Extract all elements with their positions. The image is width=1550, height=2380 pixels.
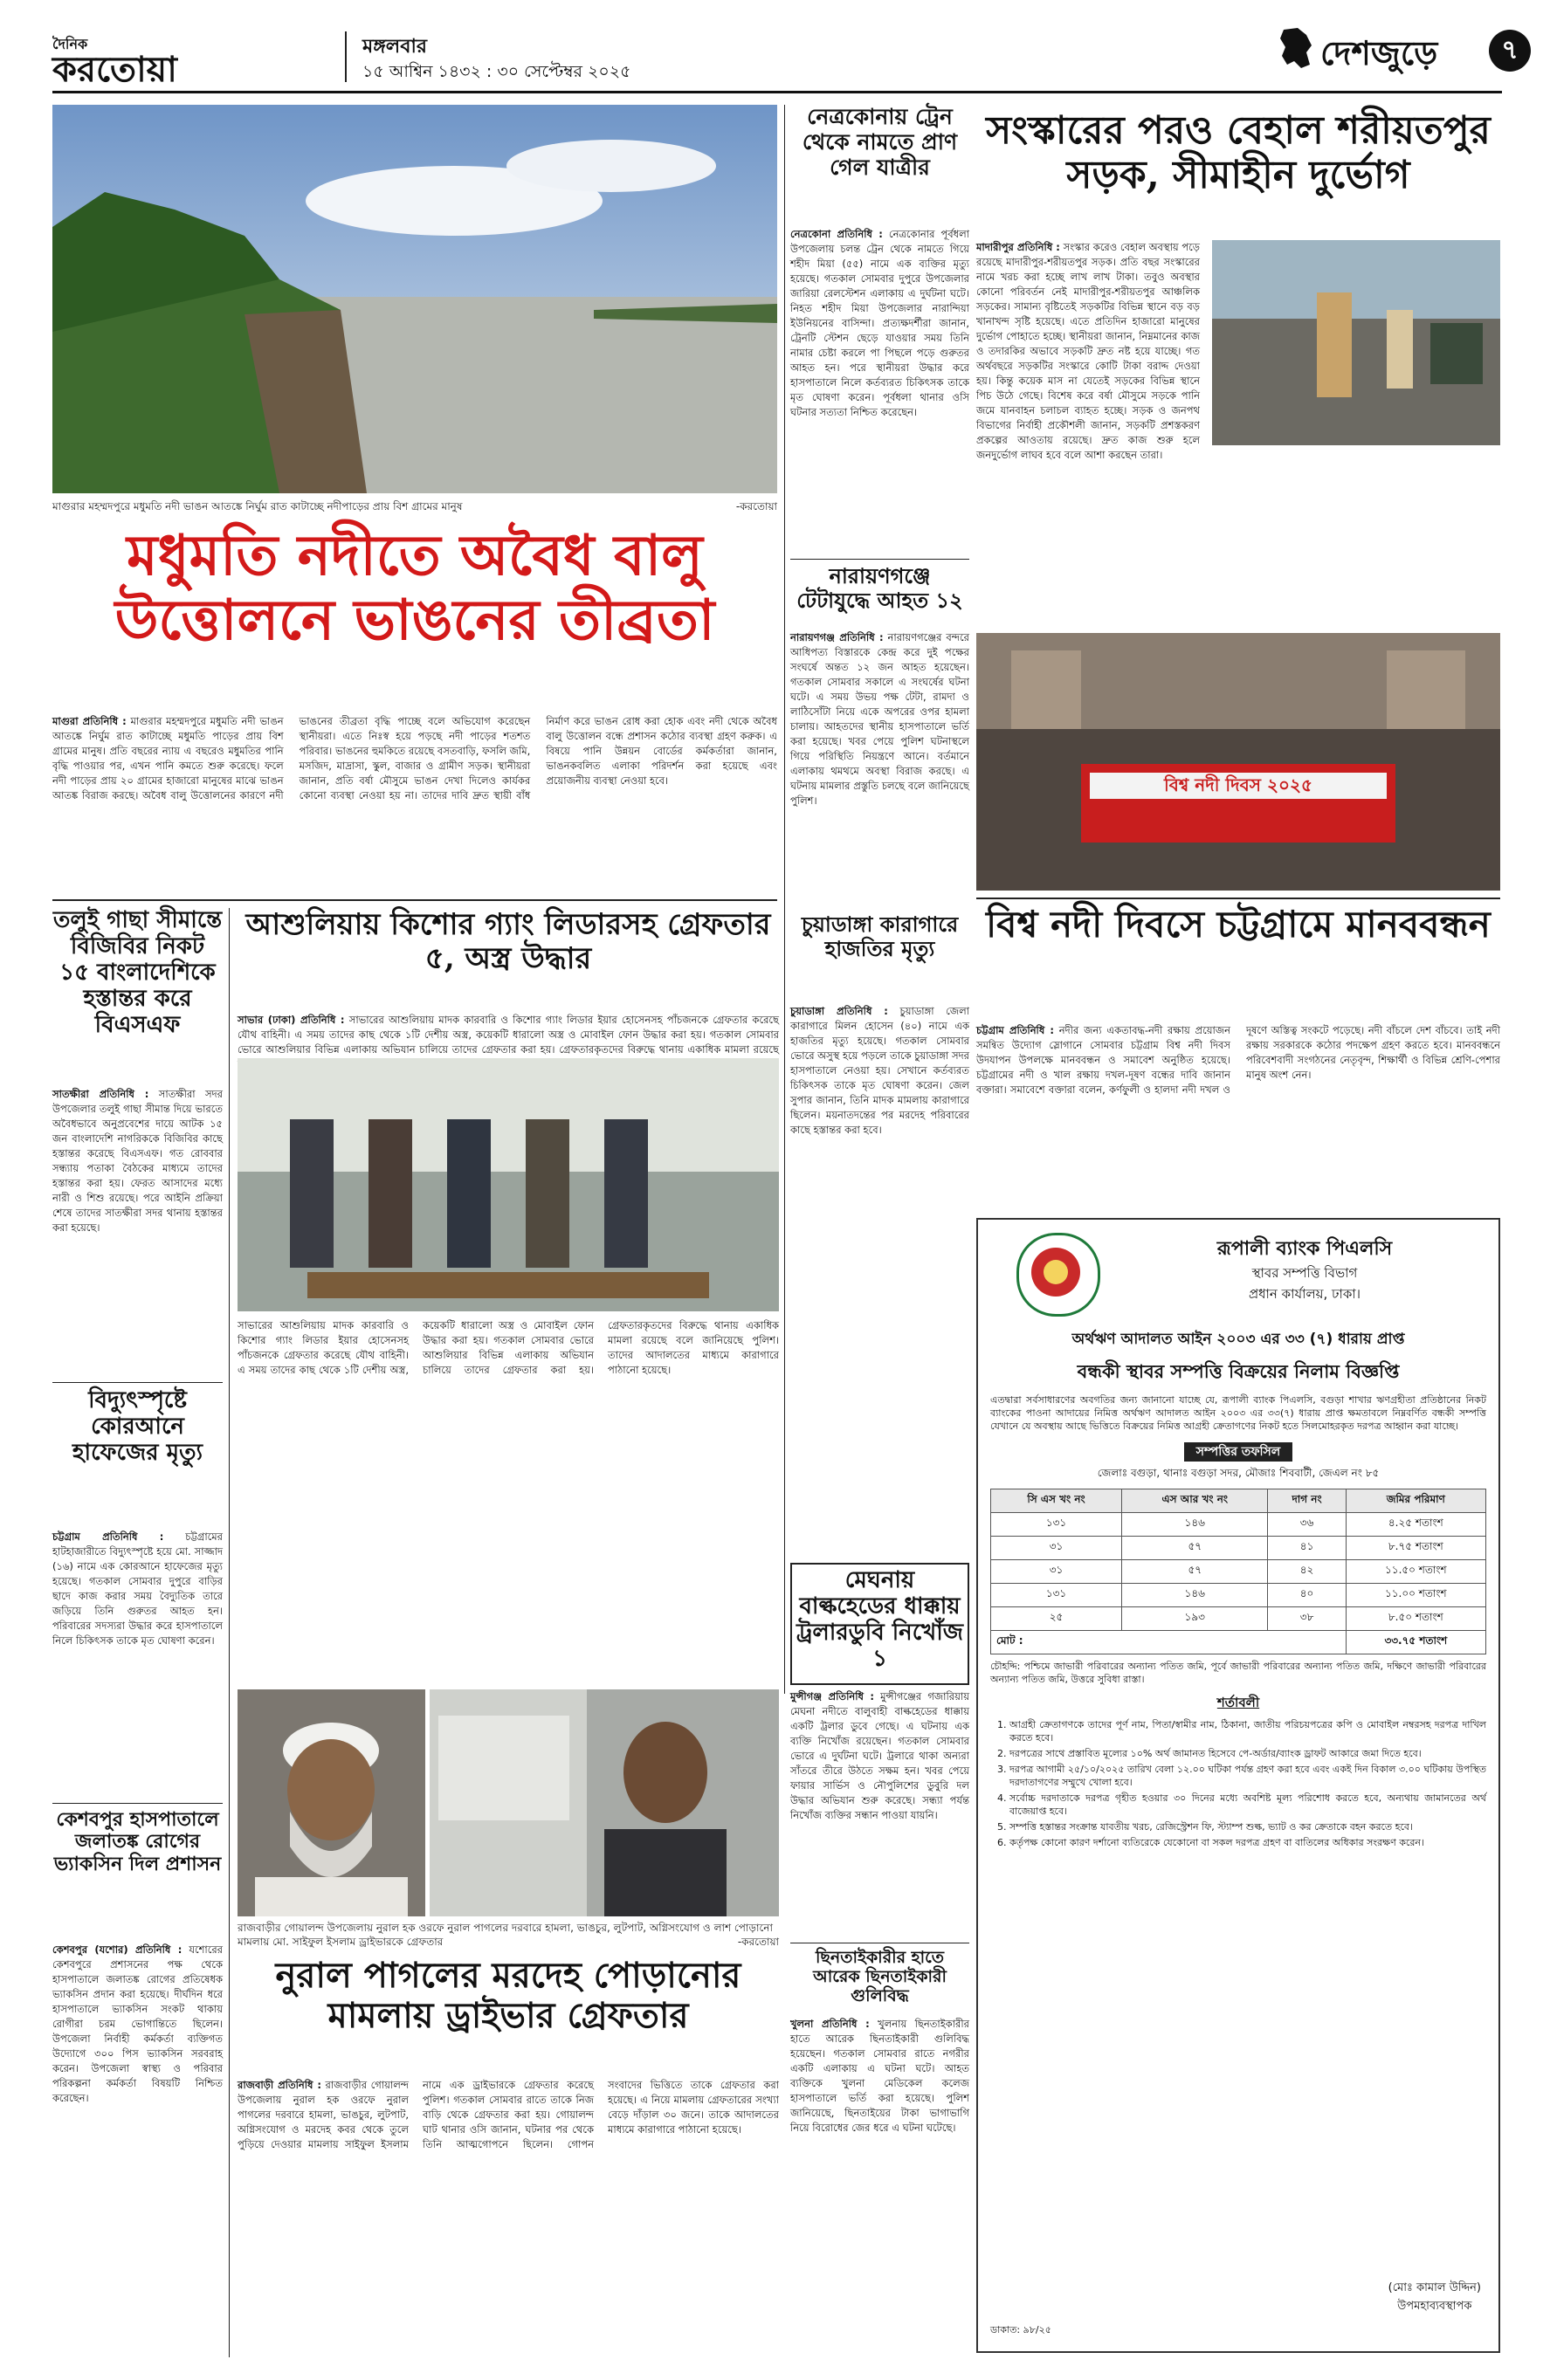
electrocution-story-dateline: চট্টগ্রাম প্রতিনিধি : (52, 1530, 164, 1543)
nural-story-body (238, 2078, 779, 2353)
road-repair-photo (1212, 240, 1500, 445)
table-cell: ৮.৭৫ শতাংশ (1346, 1537, 1485, 1560)
signer-name: (মোঃ কামাল উদ্দিন) (1388, 2281, 1481, 2294)
schedule-title-text: সম্পত্তির তফসিল (1184, 1442, 1292, 1462)
photo-credit: -করতোয়া (735, 500, 777, 512)
table-cell: ৪০ (1268, 1584, 1346, 1607)
bank-name: রূপালী ব্যাংক পিএলসি (1216, 1238, 1393, 1260)
gang-story-text: সাভারের আশুলিয়ায় মাদক কারবারি ও কিশোর গ্যাং লিডার ইয়ার হোসেনসহ পাঁচজনকে গ্রেফতার করেছে যৌথ বাহিনী। এ সময় তাদের কাছ থেকে ১টি দেশীয় অস্ত্র, কয়েকটি ধারালো অস্ত্র ও মোবাইল ফোন উদ্ধার করা হয়। গতকাল সোমবার ভোরে আশুলিয়ার বিভিন্ন এলাকায় অভিযান চালিয়ে তাদের গ্রেফতার করা হয়। গ্রেফতারকৃতদের বিরুদ্ধে থানায় একাধিক মামলা রয়েছে (238, 1014, 780, 1056)
gang-story-headline: আশুলিয়ায় কিশোর গ্যাং লিডারসহ গ্রেফতার ৫, অস্ত্র উদ্ধার (245, 907, 771, 977)
table-header: দাগ নং (1268, 1489, 1346, 1513)
accused-portrait-photo (238, 1689, 425, 1916)
property-boundary: চৌহদ্দি: পশ্চিমে জাভারী পরিবারের অন্যান্য পতিত জমি, পূর্বে জাভারী পরিবারের অন্যান্য পতিত জমি, দক্ষিণে জাভারী পরিবারের অন্যান্য পতিত জমি, উত্তরে সুবিধা রাস্তা। (990, 1661, 1486, 1685)
table-header: সি এস খং নং (991, 1489, 1122, 1513)
property-schedule-table (990, 1489, 1486, 1654)
table-cell: ২৫ (991, 1607, 1122, 1631)
chuadanga-story-headline: চুয়াডাঙ্গা কারাগারে হাজতির মৃত্যু (801, 911, 959, 961)
table-total-row (991, 1631, 1486, 1654)
bank-logo (1016, 1233, 1100, 1317)
issue-date: ১৫ আশ্বিন ১৪৩২ : ৩০ সেপ্টেম্বর ২০২৫ (362, 62, 631, 81)
column-rule (784, 559, 785, 1694)
bank-department: স্থাবর সম্পত্তি বিভাগ (1251, 1265, 1358, 1281)
keshabpur-story-headline: কেশবপুর হাসপাতালে জলাতঙ্ক রোগের ভ্যাকসিন দিল প্রশাসন (53, 1808, 222, 1875)
shariatpur-story-body (976, 240, 1500, 624)
list-item: 4. সর্বোচ্চ দরদাতাকে দরপত্র গৃহীত হওয়ার ৩০ দিনের মধ্যে অবশিষ্ট মূল্য পরিশোধ করতে হবে, অন্যথায় জামানতের অর্থ বাজেয়াপ্ত হবে। (1009, 1792, 1486, 1818)
terms-list (990, 1718, 1486, 1849)
table-cell: ৩৬ (1268, 1513, 1346, 1537)
river-erosion-photo (52, 105, 777, 493)
train-story-dateline: নেত্রকোনা প্রতিনিধি : (790, 228, 883, 240)
table-cell: ১৩১ (991, 1584, 1122, 1607)
logo-small-text: দৈনিক (52, 36, 88, 52)
chuadanga-story-text: চুয়াডাঙ্গা জেলা কারাগারে মিলন হোসেন (৪০) নামে এক হাজতির মৃত্যু হয়েছে। গতকাল সোমবার ভোরে অসুস্থ হয়ে পড়লে তাকে চুয়াডাঙ্গা সদর হাসপাতালে নেওয়া হয়। সেখানে কর্তব্যরত চিকিৎসক তাকে মৃত ঘোষণা করেন। জেল সুপার জানান, তিনি মাদক মামলায় কারাগারে ছিলেন। ময়নাতদন্তের পর মরদেহ পরিবারের কাছে হস্তান্তর করা হবে। (790, 1005, 970, 1136)
table-cell: ৫৭ (1122, 1560, 1268, 1584)
river-day-text: নদীর জন্য একতাবদ্ধ-নদী রক্ষায় প্রয়োজন সমন্বিত উদ্যোগ স্লোগানে সোমবার চট্টগ্রাম বিশ্ব নদী দিবস উদযাপন উপলক্ষে মানববন্ধন ও সমাবেশ অনুষ্ঠিত হয়েছে। চট্টগ্রামের নদী ও খাল রক্ষায় দখল-দূষণ বন্ধের দাবি জানান বক্তারা। সমাবেশে বক্তারা বলেন, কর্ণফুলী ও হালদা নদী দখল ও দূষণে অস্তিত্ব সংকটে পড়েছে। নদী বাঁচলে দেশ বাঁচবে। তাই নদী রক্ষায় সরকারকে কঠোর পদক্ষেপ গ্রহণ করতে হবে। মানববন্ধনে পরিবেশবাদী সংগঠনের নেতৃবৃন্দ, শিক্ষার্থী ও বিভিন্ন শ্রেণি-পেশার মানুষ অংশ নেন। (976, 1024, 1500, 1096)
divider (52, 1382, 223, 1383)
table-cell: ৪.২৫ শতাংশ (1346, 1513, 1485, 1537)
divider (52, 1803, 223, 1804)
river-day-body (976, 1023, 1500, 1211)
terms-title: শর্তাবলী (1216, 1695, 1260, 1710)
shariatpur-story-dateline: মাদারীপুর প্রতিনিধি : (976, 241, 1060, 253)
keshabpur-story-body (52, 1943, 223, 2353)
border-story-body (52, 1087, 223, 1379)
logo-main-text: করতোয়া (52, 49, 177, 90)
table-total-value: ৩৩.৭৫ শতাংশ (1346, 1631, 1485, 1654)
border-story-dateline: সাতক্ষীরা প্রতিনিধি : (52, 1088, 149, 1100)
table-cell: ১১.৫০ শতাংশ (1346, 1560, 1485, 1584)
table-cell: ৫৭ (1122, 1537, 1268, 1560)
river-day-headline: বিশ্ব নদী দিবসে চট্টগ্রামে মানববন্ধন (986, 903, 1491, 946)
table-cell: ৪২ (1268, 1560, 1346, 1584)
ad-reference: ডাকাত: ৯৮/২৫ (990, 2324, 1051, 2335)
meghna-story-body (790, 1689, 969, 1938)
keshabpur-story-dateline: কেশবপুর (যশোর) প্রতিনিধি : (52, 1943, 183, 1956)
table-cell: ১৪৬ (1122, 1513, 1268, 1537)
nural-story-text: রাজবাড়ীর গোয়ালন্দ উপজেলায় নুরাল হক ওরফে নুরাল পাগলের দরবারে হামলা, ভাঙচুর, লুটপাট, অগ্নিসংযোগ ও মরদেহ কবর থেকে তুলে পুড়িয়ে দেওয়ার মামলায় সাইফুল ইসলাম নামে এক ড্রাইভারকে গ্রেফতার করেছে পুলিশ। গতকাল সোমবার রাতে তাকে নিজ বাড়ি থেকে গ্রেফতার করা হয়। গোয়ালন্দ ঘাট থানার ওসি জানান, ঘটনার পর থেকে তিনি আত্মগোপনে ছিলেন। গোপন সংবাদের ভিত্তিতে তাকে গ্রেফতার করা হয়েছে। এ নিয়ে মামলায় গ্রেফতারের সংখ্যা বেড়ে দাঁড়াল ৩০ জনে। তাকে আদালতের মাধ্যমে কারাগারে পাঠানো হয়েছে। (238, 2079, 779, 2150)
bank-auction-advertisement (976, 1218, 1500, 2353)
table-row (991, 1607, 1486, 1631)
meghna-story-headline: মেঘনায় বাল্কহেডের ধাক্কায় ট্রলারডুবি নিখোঁজ ১ (790, 1563, 969, 1685)
narayanganj-story-body (790, 630, 969, 821)
bangladesh-map-icon (1277, 26, 1315, 70)
khulna-story-text: খুলনায় ছিনতাইকারীর হাতে আরেক ছিনতাইকারী গুলিবিদ্ধ হয়েছেন। গতকাল সোমবার রাতে নগরীর একটি এলাকায় এ ঘটনা ঘটে। আহত ব্যক্তিকে খুলনা মেডিকেল কলেজ হাসপাতালে ভর্তি করা হয়েছে। পুলিশ জানিয়েছে, ছিনতাইয়ের টাকা ভাগাভাগি নিয়ে বিরোধের জের ধরে এ ঘটনা ঘটেছে। (790, 2018, 969, 2134)
table-cell: ৪১ (1268, 1537, 1346, 1560)
masthead (52, 24, 1519, 94)
gang-story-intro (238, 1013, 779, 1055)
khulna-story-headline: ছিনতাইকারীর হাতে আরেক ছিনতাইকারী গুলিবিদ্ধ (813, 1948, 947, 2005)
column-rule (229, 908, 230, 2357)
list-item: 1. আগ্রহী ক্রেতাগণকে তাদের পূর্ণ নাম, পিতা/স্বামীর নাম, ঠিকানা, জাতীয় পরিচয়পত্রের কপি ও মোবাইল নম্বরসহ দরপত্র দাখিল করতে হবে। (1009, 1718, 1486, 1744)
train-story-body (790, 227, 969, 554)
column-rule (784, 105, 785, 559)
chuadanga-story-body (790, 1004, 969, 1554)
page-number: ৭ (1501, 35, 1519, 65)
divider (790, 559, 969, 560)
border-story-headline: তলুই গাছা সীমান্তে বিজিবির নিকট ১৫ বাংলাদেশিকে হস্তান্তর করে বিএসএফ (52, 907, 223, 1038)
electrocution-story-text: চট্টগ্রামের হাটহাজারীতে বিদ্যুৎস্পৃষ্টে হয়ে মো. সাজ্জাদ (১৬) নামে এক কোরআনে হাফেজের মৃত্যু হয়েছে। গতকাল সোমবার দুপুরে বাড়ির ছাদে কাজ করার সময় বৈদ্যুতিক তারে জড়িয়ে তিনি গুরুতর আহত হন। পরিবারের সদস্যরা উদ্ধার করে হাসপাতালে নিলে চিকিৎসক তাকে মৃত ঘোষণা করেন। (52, 1530, 223, 1647)
river-story-headline: মধুমতি নদীতে অবৈধ বালু উত্তোলনে ভাঙনের তীব্রতা (114, 523, 715, 653)
table-cell: ১৪৬ (1122, 1584, 1268, 1607)
list-item: 3. দরপত্র আগামী ২৫/১০/২০২৫ তারিখ বেলা ১২.০০ ঘটিকা পর্যন্ত গ্রহণ করা হবে এবং একই দিন বিকাল ৩.০০ ঘটিকায় উপস্থিত দরদাতাগণের সম্মুখে খোলা হবে। (1009, 1763, 1486, 1789)
schedule-title (990, 1441, 1486, 1462)
table-header: এস আর খং নং (1122, 1489, 1268, 1513)
table-header: জমির পরিমাণ (1346, 1489, 1485, 1513)
narayanganj-story-headline: নারায়ণগঞ্জে টেটাযুদ্ধে আহত ১২ (796, 563, 963, 613)
signer-block (1388, 2280, 1481, 2316)
table-row (991, 1513, 1486, 1537)
signer-title: উপমহাব্যবস্থাপক (1397, 2300, 1472, 2313)
table-cell: ৩১ (991, 1537, 1122, 1560)
newspaper-logo (52, 28, 314, 89)
nural-photo-caption (238, 1921, 779, 1949)
table-cell: ১৯৩ (1122, 1607, 1268, 1631)
river-day-dateline: চট্টগ্রাম প্রতিনিধি : (976, 1024, 1055, 1036)
masthead-divider (345, 31, 347, 82)
narayanganj-story-text: নারায়ণগঞ্জের বন্দরে আধিপত্য বিস্তারকে কেন্দ্র করে দুই পক্ষের সংঘর্ষে অন্তত ১২ জন আহত হয়েছেন। গতকাল সোমবার সকালে এ সংঘর্ষের ঘটনা ঘটে। এ সময় উভয় পক্ষ টেটা, রামদা ও লাঠিসোঁটা নিয়ে একে অপরের ওপর হামলা চালায়। আহতদের স্থানীয় হাসপাতালে ভর্তি করা হয়েছে। খবর পেয়ে পুলিশ ঘটনাস্থলে গিয়ে পরিস্থিতি নিয়ন্ত্রণে আনে। বর্তমানে এলাকায় থমথমে অবস্থা বিরাজ করছে। এ ঘটনায় মামলার প্রস্তুতি চলছে বলে জানিয়েছে পুলিশ। (790, 631, 969, 807)
khulna-story-dateline: খুলনা প্রতিনিধি : (790, 2018, 870, 2030)
arrested-driver-photo (430, 1689, 779, 1916)
weekday: মঙ্গলবার (362, 36, 427, 58)
list-item: 6. কর্তৃপক্ষ কোনো কারণ দর্শানো ব্যতিরেকে যেকোনো বা সকল দরপত্র গ্রহণ বা বাতিলের অধিকার সংরক্ষণ করেন। (1009, 1836, 1486, 1849)
train-story-text: নেত্রকোনার পূর্বধলা উপজেলায় চলন্ত ট্রেন থেকে নামতে গিয়ে শহীদ মিয়া (৫৫) নামে এক ব্যক্তির মৃত্যু হয়েছে। গতকাল সোমবার দুপুরে উপজেলার জারিয়া রেলস্টেশন এলাকায় এ দুর্ঘটনা ঘটে। নিহত শহীদ মিয়া উপজেলার নারান্দিয়া ইউনিয়নের বাসিন্দা। প্রত্যক্ষদর্শীরা জানান, ট্রেনটি স্টেশন ছেড়ে যাওয়ার সময় তিনি নামার চেষ্টা করলে পা পিছলে পড়ে গুরুতর আহত হন। পরে স্থানীয়রা উদ্ধার করে হাসপাতালে নিলে কর্তব্যরত চিকিৎসক তাকে মৃত ঘোষণা করেন। পূর্বধলা থানার ওসি ঘটনার সত্যতা নিশ্চিত করেছেন। (790, 228, 969, 418)
gang-story-dateline: সাভার (ঢাকা) প্রতিনিধি : (238, 1014, 345, 1026)
table-cell: ১১.০০ শতাংশ (1346, 1584, 1485, 1607)
auction-intro: এতদ্বারা সর্বসাধারণের অবগতির জন্য জানানো যাচ্ছে যে, রূপালী ব্যাংক পিএলসি, বগুড়া শাখার ঋণগ্রহীতা প্রতিষ্ঠানের নিকট ব্যাংকের পাওনা আদায়ের নিমিত্ত অর্থঋণ আদালত আইন ২০০৩ এর ৩৩(৭) ধারায় প্রাপ্ত ক্ষমতাবলে নিম্নবর্ণিত বন্ধকী সম্পত্তি যেখানে যে অবস্থায় আছে ভিত্তিতে বিক্রয়ের নিমিত্ত আগ্রহী ক্রেতাগণের নিকট হতে সিলমোহরকৃত দরপত্র আহ্বান করা যাচ্ছে। (990, 1394, 1486, 1432)
river-story-dateline: মাগুরা প্রতিনিধি : (52, 715, 127, 727)
arrested-gang-photo (238, 1058, 779, 1311)
table-cell: ১৩১ (991, 1513, 1122, 1537)
caption-text: মাগুরার মহম্মদপুরে মধুমতি নদী ভাঙন আতঙ্কে নির্ঘুম রাত কাটাচ্ছে নদীপাড়ের প্রায় বিশ গ্রামের মানুষ (52, 500, 463, 512)
table-row (991, 1560, 1486, 1584)
nural-story-dateline: রাজবাড়ী প্রতিনিধি : (238, 2079, 321, 2091)
narayanganj-story-dateline: নারায়ণগঞ্জ প্রতিনিধি : (790, 631, 884, 643)
shariatpur-story-text: সংস্কার করেও বেহাল অবস্থায় পড়ে রয়েছে মাদারীপুর-শরীয়তপুর সড়ক। প্রতি বছর সংস্কারের নামে খরচ করা হচ্ছে লাখ লাখ টাকা। তবুও অবস্থার কোনো পরিবর্তন নেই মাদারীপুর-শরীয়তপুর আঞ্চলিক সড়কের। সামান্য বৃষ্টিতেই সড়কটির বিভিন্ন স্থানে বড় বড় খানাখন্দ সৃষ্টি হয়েছে। এতে প্রতিদিন হাজারো মানুষের দুর্ভোগ পোহাতে হচ্ছে। স্থানীয়রা জানান, নিম্নমানের কাজ ও তদারকির অভাবে সড়কটি দ্রুত নষ্ট হয়ে যাচ্ছে। গত অর্থবছরে সড়কটির সংস্কারে কোটি টাকা বরাদ্দ দেওয়া হয়। কিন্তু কয়েক মাস না যেতেই সড়কের বিভিন্ন স্থানে পিচ উঠে গেছে। বিশেষ করে বর্ষা মৌসুমে সড়কে পানি জমে যানবাহন চলাচল ব্যাহত হচ্ছে। সড়ক ও জনপথ বিভাগের নির্বাহী প্রকৌশলী জানান, সড়কটি প্রশস্তকরণ প্রকল্পের আওতায় রয়েছে। দ্রুত কাজ শুরু হলে জনদুর্ভোগ লাঘব হবে বলে আশা করছেন তারা। (976, 241, 1201, 461)
chuadanga-story-dateline: চুয়াডাঙ্গা প্রতিনিধি : (790, 1005, 888, 1017)
section-name: দেশজুড়ে (1320, 33, 1438, 72)
list-item: 2. দরপত্রের সাথে প্রস্তাবিত মূল্যের ১০% অর্থ জামানত হিসেবে পে-অর্ডার/ব্যাংক ড্রাফট আকারে জমা দিতে হবে। (1009, 1747, 1486, 1760)
table-row (991, 1584, 1486, 1607)
page-number-badge (1489, 30, 1531, 72)
meghna-story-text: মুন্সীগঞ্জের গজারিয়ায় মেঘনা নদীতে বালুবাহী বাল্কহেডের ধাক্কায় একটি ট্রলার ডুবে গেছে। এ ঘটনায় এক ব্যক্তি নিখোঁজ রয়েছেন। গতকাল সোমবার ভোরে এ দুর্ঘটনা ঘটে। ট্রলারে থাকা অন্যরা সাঁতরে তীরে উঠতে সক্ষম হন। খবর পেয়ে ফায়ার সার্ভিস ও নৌপুলিশের ডুবুরি দল উদ্ধার অভিযান শুরু করেছে। সন্ধ্যা পর্যন্ত নিখোঁজ ব্যক্তির সন্ধান পাওয়া যায়নি। (790, 1690, 969, 1821)
table-row (991, 1537, 1486, 1560)
table-cell: ৩৮ (1268, 1607, 1346, 1631)
electrocution-story-body (52, 1530, 223, 1800)
gang-story-continued (238, 1318, 779, 1685)
meghna-story-dateline: মুন্সীগঞ্জ প্রতিনিধি : (790, 1690, 875, 1702)
bank-office: প্রধান কার্যালয়, ঢাকা। (1248, 1286, 1361, 1302)
photo-credit: -করতোয়া (737, 1936, 779, 1948)
divider (52, 899, 777, 901)
keshabpur-story-text: যশোরের কেশবপুরে প্রশাসনের পক্ষ থেকে হাসপাতালে জলাতঙ্ক রোগের প্রতিষেধক ভ্যাকসিন প্রদান করা হয়েছে। দীর্ঘদিন ধরে হাসপাতালে ভ্যাকসিন সংকট থাকায় রোগীরা চরম ভোগান্তিতে ছিলেন। উপজেলা নির্বাহী কর্মকর্তা ব্যক্তিগত উদ্যোগে ৩০০ পিস ভ্যাকসিন সরবরাহ করেন। উপজেলা স্বাস্থ্য ও পরিবার পরিকল্পনা কর্মকর্তা বিষয়টি নিশ্চিত করেছেন। (52, 1943, 224, 2104)
divider (976, 898, 1500, 899)
river-day-human-chain-photo (976, 633, 1500, 891)
gang-story-text-continued: সাভারের আশুলিয়ায় মাদক কারবারি ও কিশোর গ্যাং লিডার ইয়ার হোসেনসহ পাঁচজনকে গ্রেফতার করেছে যৌথ বাহিনী। এ সময় তাদের কাছ থেকে ১টি দেশীয় অস্ত্র, কয়েকটি ধারালো অস্ত্র ও মোবাইল ফোন উদ্ধার করা হয়। গতকাল সোমবার ভোরে আশুলিয়ার বিভিন্ন এলাকায় অভিযান চালিয়ে তাদের গ্রেফতার করা হয়। গ্রেফতারকৃতদের বিরুদ্ধে থানায় একাধিক মামলা রয়েছে বলে জানিয়েছে পুলিশ। তাদের আদালতের মাধ্যমে কারাগারে পাঠানো হয়েছে। (238, 1319, 779, 1376)
train-story-headline: নেত্রকোনায় ট্রেন থেকে নামতে প্রাণ গেল যাত্রীর (802, 104, 958, 180)
table-total-label: মোট : (991, 1631, 1347, 1654)
river-day-banner-text: বিশ্ব নদী দিবস ২০২৫ (1164, 774, 1312, 795)
table-header-row (991, 1489, 1486, 1513)
table-cell: ৩১ (991, 1560, 1122, 1584)
auction-law-line: অর্থঋণ আদালত আইন ২০০৩ এর ৩৩ (৭) ধারায় প্রাপ্ত (1071, 1331, 1405, 1348)
nural-story-headline: নুরাল পাগলের মরদেহ পোড়ানোর মামলায় ড্রাইভার গ্রেফতার (275, 1955, 741, 2036)
border-story-text: সাতক্ষীরা সদর উপজেলার তলুই গাছা সীমান্ত দিয়ে ভারতে অবৈধভাবে অনুপ্রবেশের দায়ে আটক ১৫ জন বাংলাদেশি নাগরিককে বিজিবির কাছে হস্তান্তর করেছে বিএসএফ। গত রোববার সন্ধ্যায় পতাকা বৈঠকের মাধ্যমে তাদের হস্তান্তর করা হয়। ফেরত আসাদের মধ্যে নারী ও শিশু রয়েছে। পরে আইনি প্রক্রিয়া শেষে তাদের সাতক্ষীরা সদর থানায় হস্তান্তর করা হয়েছে। (52, 1088, 223, 1234)
auction-title: বন্ধকী স্থাবর সম্পত্তি বিক্রয়ের নিলাম বিজ্ঞপ্তি (1077, 1361, 1400, 1382)
caption-text: রাজবাড়ীর গোয়ালন্দ উপজেলায় নুরাল হক ওরফে নুরাল পাগলের দরবারে হামলা, ভাঙচুর, লুটপাট, অগ্নিসংযোগ ও লাশ পোড়ানো মামলায় মো. সাইফুল ইসলাম ড্রাইভারকে গ্রেফতার (238, 1922, 773, 1948)
khulna-story-body (790, 2017, 969, 2353)
river-photo-caption (52, 499, 777, 513)
river-story-body (52, 714, 777, 893)
schedule-subtitle: জেলাঃ বগুড়া, থানাঃ বগুড়া সদর, মৌজাঃ শিববাটী, জেএল নং ৮৫ (1097, 1467, 1380, 1479)
electrocution-story-headline: বিদ্যুৎস্পৃষ্টে কোরআনে হাফেজের মৃত্যু (72, 1387, 203, 1466)
table-cell: ৮.৫০ শতাংশ (1346, 1607, 1485, 1631)
list-item: 5. সম্পত্তি হস্তান্তর সংক্রান্ত যাবতীয় খরচ, রেজিস্ট্রেশন ফি, স্ট্যাম্প শুল্ক, ভ্যাট ও কর ক্রেতাকে বহন করতে হবে। (1009, 1820, 1486, 1833)
river-story-text: মাগুরার মহম্মদপুরে মধুমতি নদী ভাঙন আতঙ্কে নির্ঘুম রাত কাটাচ্ছে মধুমতি পাড়ের প্রায় বিশ গ্রামের মানুষ। প্রতি বছরের ন্যায় এ বছরেও মধুমতির পানি বৃদ্ধি পাওয়ার পর, এখন পানি কমতে শুরু করেছে। ফলে নদী পাড়ের প্রায় ২০ গ্রামের হাজারো মানুষের মাঝে ভাঙন আতঙ্ক বিরাজ করছে। অবৈধ বালু উত্তোলনের কারণে নদী ভাঙনের তীব্রতা বৃদ্ধি পাচ্ছে বলে অভিযোগ করেছেন স্থানীয়রা। এতে নিঃস্ব হয়ে পড়ছে নদী পাড়ের শতশত পরিবার। ভাঙনের হুমকিতে রয়েছে বসতবাড়ি, ফসলি জমি, মসজিদ, মাদ্রাসা, স্কুল, বাজার ও গ্রামীণ সড়ক। স্থানীয়রা জানান, প্রতি বর্ষা মৌসুমে ভাঙন দেখা দিলেও কার্যকর কোনো ব্যবস্থা নেওয়া হয় না। তাদের দাবি দ্রুত স্থায়ী বাঁধ নির্মাণ করে ভাঙন রোধ করা হোক এবং নদী থেকে অবৈধ বালু উত্তোলন বন্ধে প্রশাসন কঠোর ব্যবস্থা গ্রহণ করুক। এ বিষয়ে পানি উন্নয়ন বোর্ডের কর্মকর্তারা জানান, ভাঙনকবলিত এলাকা পরিদর্শন করা হয়েছে এবং প্রয়োজনীয় ব্যবস্থা নেওয়া হবে। (52, 715, 777, 801)
shariatpur-story-headline: সংস্কারের পরও বেহাল শরীয়তপুর সড়ক, সীমাহীন দুর্ভোগ (986, 108, 1491, 197)
masthead-bottom-rule (52, 91, 1502, 93)
